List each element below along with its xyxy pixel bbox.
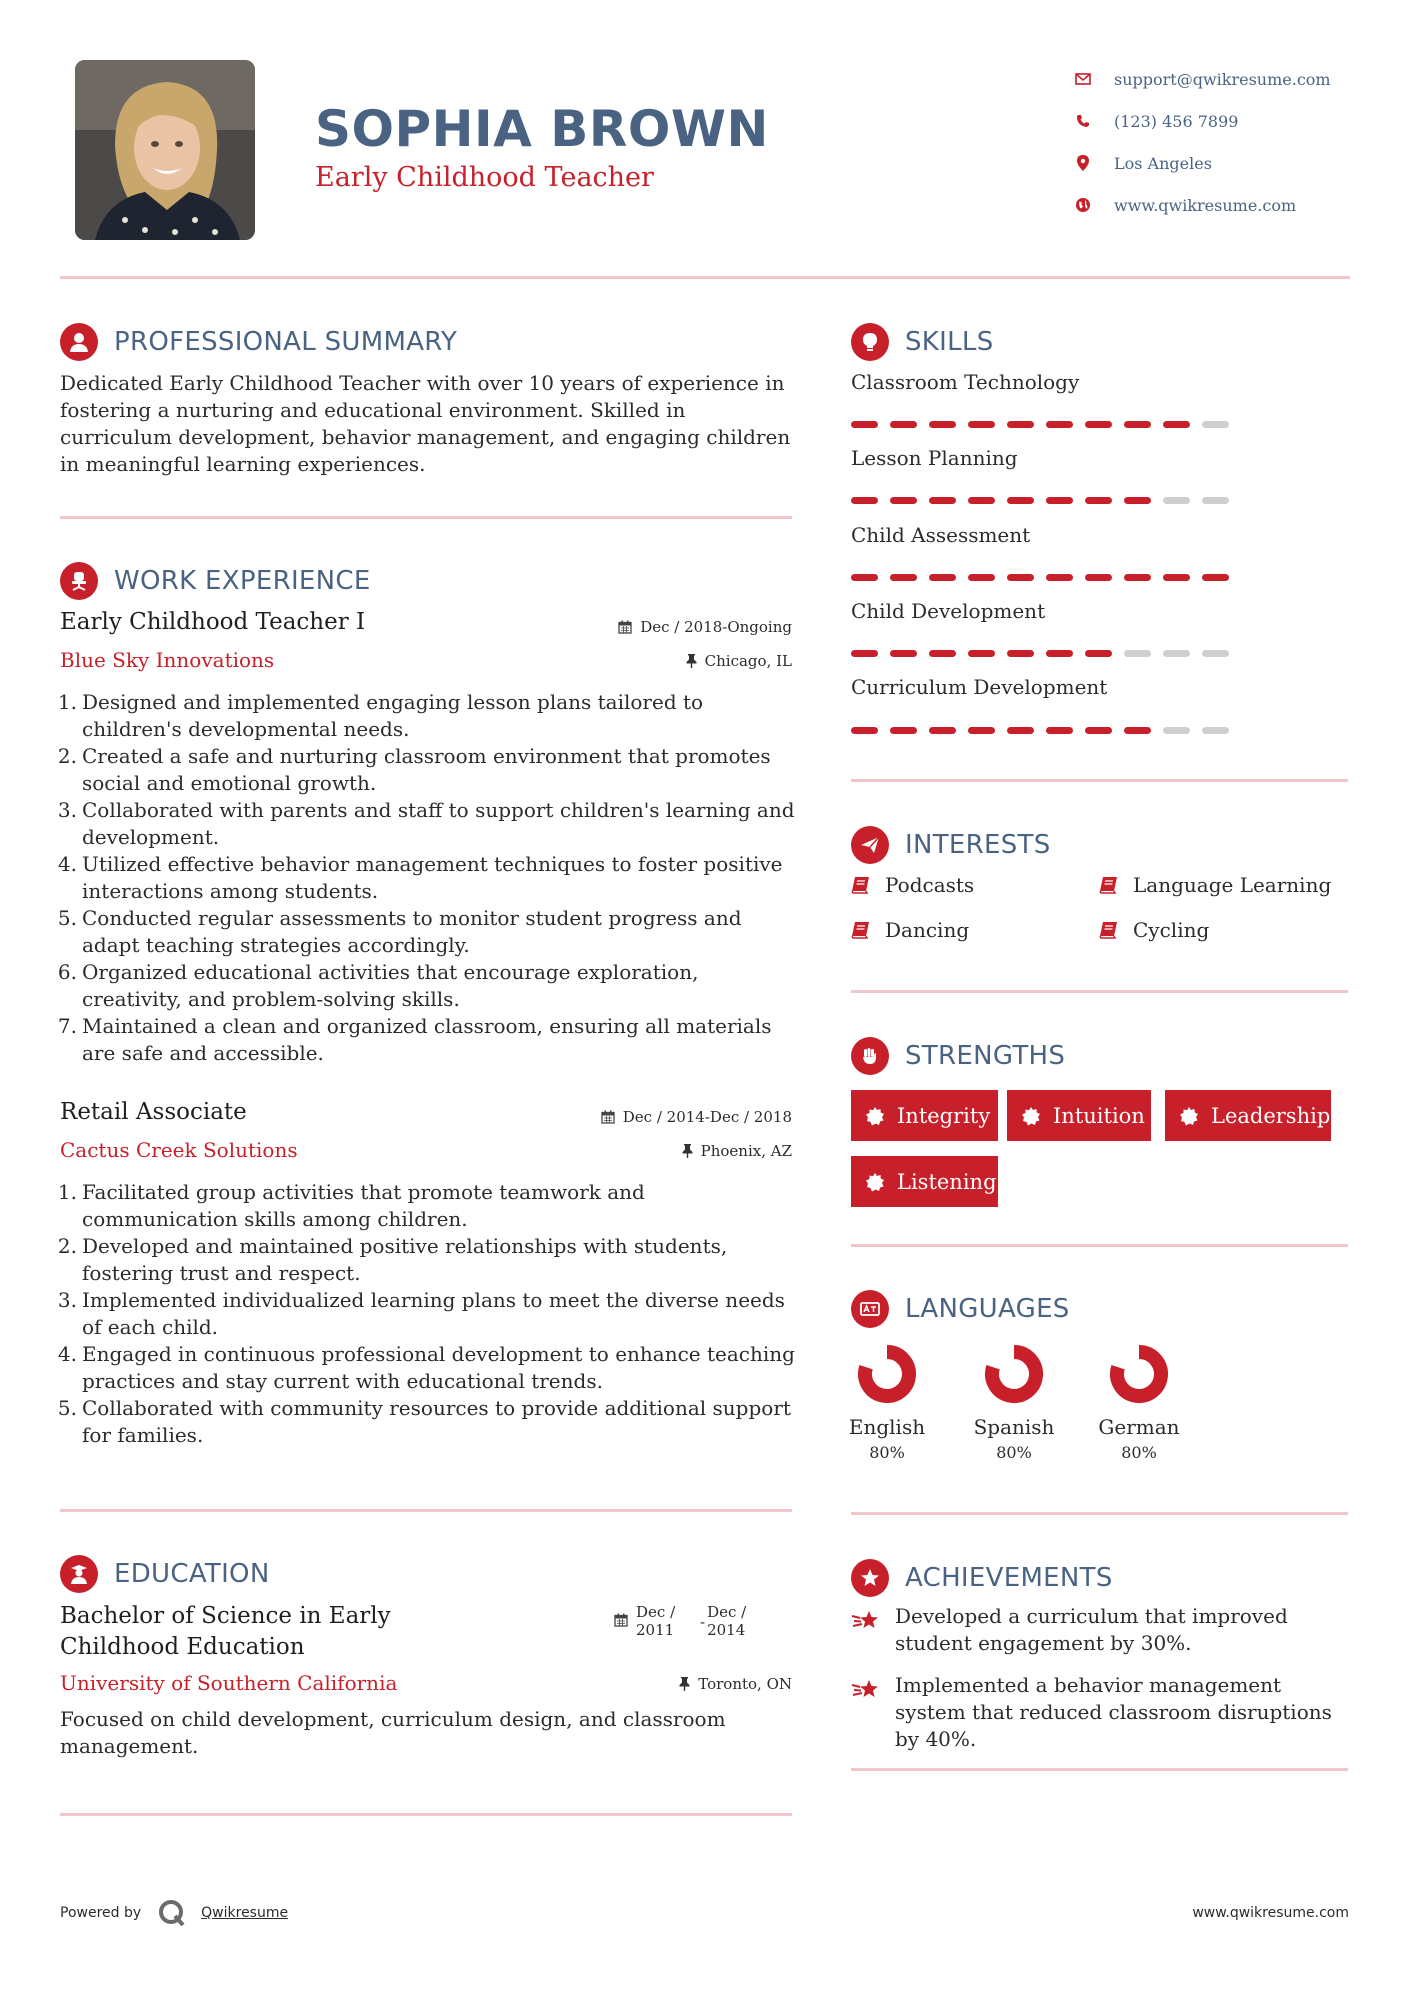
achievements-heading xyxy=(851,1559,1113,1597)
skill-dash-filled xyxy=(1046,421,1073,428)
book-icon xyxy=(1099,876,1119,894)
skill-dash-filled xyxy=(890,650,917,657)
job-title: Retail Associate xyxy=(60,1099,247,1125)
list-item-number: 5. xyxy=(57,1396,77,1420)
interest-item xyxy=(1099,873,1331,897)
list-item-text: Created a safe and nurturing classroom environment that promotes social and emotional growth. xyxy=(82,744,771,795)
list-item-text: Engaged in continuous professional development to enhance teaching practices and stay current with educational trends. xyxy=(82,1342,795,1393)
skill-name: Curriculum Development xyxy=(851,675,1108,699)
list-item-text: Facilitated group activities that promote teamwork and communication skills among children. xyxy=(82,1180,645,1231)
list-item-number: 3. xyxy=(57,1288,77,1312)
powered-by-text: Powered by xyxy=(60,1905,142,1921)
experience-heading xyxy=(60,562,371,600)
book-icon xyxy=(1099,921,1119,939)
skill-dash-filled xyxy=(1046,727,1073,734)
skill-dash-filled xyxy=(1007,727,1034,734)
qwikresume-logo-icon xyxy=(157,1898,187,1928)
language-level: 80% xyxy=(996,1443,1032,1462)
badge-star-icon xyxy=(1179,1106,1199,1126)
achievement-text: Developed a curriculum that improved student engagement by 30%. xyxy=(895,1604,1288,1655)
skill-dash-filled xyxy=(1007,421,1034,428)
job-dates-text: Dec / 2014-Dec / 2018 xyxy=(622,1108,792,1126)
language-name: German xyxy=(1098,1415,1180,1439)
strength-badge xyxy=(851,1156,998,1207)
education-end-month: Dec / xyxy=(707,1603,747,1621)
pushpin-icon xyxy=(679,1677,690,1691)
skill-dash-filled xyxy=(968,727,995,734)
contact-email-text: support@qwikresume.com xyxy=(1114,69,1331,89)
skill-dash-filled xyxy=(1124,421,1151,428)
strengths-heading xyxy=(851,1037,1065,1075)
job-bullet-list xyxy=(55,1179,800,1449)
list-item-text: Organized educational activities that encourage exploration, creativity, and problem-solving skills. xyxy=(82,960,699,1011)
education-divider xyxy=(60,1813,792,1816)
list-item-text: Developed and maintained positive relationships with students, fostering trust and respect. xyxy=(82,1234,728,1285)
skill-level-bar xyxy=(851,574,1241,581)
skill-dash-filled xyxy=(1046,650,1073,657)
contact-list xyxy=(1072,58,1372,226)
skill-dash-empty xyxy=(1202,650,1229,657)
list-item xyxy=(55,1287,800,1341)
skill-dash-filled xyxy=(1124,497,1151,504)
job-location-text: Chicago, IL xyxy=(704,652,792,670)
skill-name: Child Development xyxy=(851,599,1046,623)
language-progress-ring xyxy=(983,1343,1045,1405)
education-end-year: 2014 xyxy=(707,1621,746,1639)
language-progress-arc xyxy=(1117,1352,1161,1396)
pushpin-icon xyxy=(686,654,697,668)
skill-dash-filled xyxy=(851,727,878,734)
qwikresume-link[interactable]: Qwikresume xyxy=(201,1905,289,1921)
shooting-star-icon xyxy=(851,1603,881,1657)
list-item-number: 3. xyxy=(57,798,77,822)
skill-dash-filled xyxy=(890,574,917,581)
skill-dash-filled xyxy=(1202,574,1229,581)
skill-level-bar xyxy=(851,421,1241,428)
contact-email[interactable] xyxy=(1072,58,1372,100)
interest-text: Language Learning xyxy=(1133,873,1332,897)
degree-title: Bachelor of Science in Early Childhood Education xyxy=(60,1603,391,1660)
list-item xyxy=(55,1395,800,1449)
job-dates-text: Dec / 2018-Ongoing xyxy=(640,618,792,636)
education-description: Focused on child development, curriculum design, and classroom management. xyxy=(60,1707,726,1758)
list-item-number: 4. xyxy=(57,1342,77,1366)
job-bullet-list xyxy=(55,689,800,1067)
skill-dash-filled xyxy=(851,574,878,581)
list-item-text: Collaborated with community resources to provide additional support for families. xyxy=(82,1396,791,1447)
badge-star-icon xyxy=(1021,1106,1041,1126)
skill-dash-filled xyxy=(1007,497,1034,504)
skill-dash-filled xyxy=(968,650,995,657)
job-dates xyxy=(500,618,792,636)
skill-dash-filled xyxy=(1007,650,1034,657)
interest-item xyxy=(851,918,969,942)
skill-dash-filled xyxy=(968,421,995,428)
summary-divider xyxy=(60,516,792,519)
skill-dash-filled xyxy=(1085,727,1112,734)
skill-dash-empty xyxy=(1163,497,1190,504)
language-progress-arc xyxy=(865,1352,909,1396)
achievement-text: Implemented a behavior management system that reduced classroom disruptions by 40%. xyxy=(895,1673,1332,1751)
skill-dash-filled xyxy=(1163,574,1190,581)
interest-item xyxy=(851,873,974,897)
list-item xyxy=(55,1013,800,1067)
skills-heading xyxy=(851,323,994,361)
language-progress-ring xyxy=(1108,1343,1170,1405)
profile-photo-image xyxy=(75,60,255,240)
skill-dash-filled xyxy=(1007,574,1034,581)
list-item xyxy=(55,1341,800,1395)
contact-website-text: www.qwikresume.com xyxy=(1114,195,1297,215)
calendar-icon xyxy=(601,1110,615,1124)
skill-dash-filled xyxy=(1085,574,1112,581)
skill-dash-empty xyxy=(1202,497,1229,504)
job-location xyxy=(500,1142,792,1160)
interest-item xyxy=(1099,918,1209,942)
skill-dash-filled xyxy=(968,574,995,581)
list-item-text: Designed and implemented engaging lesson plans tailored to children's developmental needs. xyxy=(82,690,704,741)
map-pin-icon xyxy=(1072,152,1094,174)
skill-name: Classroom Technology xyxy=(851,370,1080,394)
skill-dash-filled xyxy=(1085,650,1112,657)
skill-dash-filled xyxy=(929,421,956,428)
contact-phone[interactable] xyxy=(1072,100,1372,142)
skill-dash-filled xyxy=(1124,574,1151,581)
list-item-text: Conducted regular assessments to monitor student progress and adapt teaching strategies accordingly. xyxy=(82,906,742,957)
skill-dash-filled xyxy=(968,497,995,504)
interests-heading xyxy=(851,826,1051,864)
language-icon xyxy=(851,1290,889,1328)
strength-badge xyxy=(1165,1090,1331,1141)
contact-location-text: Los Angeles xyxy=(1114,153,1212,173)
list-item-number: 2. xyxy=(57,1234,77,1258)
contact-phone-text: (123) 456 7899 xyxy=(1114,111,1239,131)
list-item-number: 6. xyxy=(57,960,77,984)
language-level: 80% xyxy=(1121,1443,1157,1462)
skills-heading-text: SKILLS xyxy=(905,327,994,357)
summary-text: Dedicated Early Childhood Teacher with over 10 years of experience in fostering a nurturing and educational environment. Skilled in curriculum development, behavior management, and engaging children in meaningful learning experiences. xyxy=(60,371,791,476)
language-item xyxy=(832,1343,942,1462)
skill-dash-filled xyxy=(1046,497,1073,504)
language-progress-ring xyxy=(856,1343,918,1405)
skill-dash-filled xyxy=(1163,421,1190,428)
skill-dash-filled xyxy=(851,650,878,657)
skill-dash-filled xyxy=(890,727,917,734)
interest-text: Dancing xyxy=(885,918,970,942)
footer-powered-by xyxy=(60,1898,288,1928)
contact-website[interactable] xyxy=(1072,184,1372,226)
skill-level-bar xyxy=(851,727,1241,734)
badge-star-icon xyxy=(865,1172,885,1192)
education-heading-text: EDUCATION xyxy=(114,1559,270,1589)
list-item-number: 5. xyxy=(57,906,77,930)
skill-dash-filled xyxy=(929,497,956,504)
list-item-text: Collaborated with parents and staff to support children's learning and development. xyxy=(82,798,795,849)
skill-dash-filled xyxy=(890,421,917,428)
skill-dash-filled xyxy=(1085,421,1112,428)
skill-dash-filled xyxy=(929,574,956,581)
interest-text: Cycling xyxy=(1133,918,1210,942)
languages-heading xyxy=(851,1290,1070,1328)
job-location xyxy=(500,652,792,670)
phone-icon xyxy=(1072,110,1094,132)
languages-divider xyxy=(851,1512,1348,1515)
language-name: English xyxy=(848,1415,926,1439)
list-item xyxy=(55,743,800,797)
language-progress-arc xyxy=(992,1352,1036,1396)
star-burst-icon xyxy=(851,1559,889,1597)
skill-dash-empty xyxy=(1163,727,1190,734)
skill-dash-empty xyxy=(1202,421,1229,428)
strengths-heading-text: STRENGTHS xyxy=(905,1041,1066,1071)
strength-text: Listening xyxy=(897,1169,997,1194)
experience-heading-text: WORK EXPERIENCE xyxy=(114,566,371,596)
skill-dash-filled xyxy=(1046,574,1073,581)
achievements-heading-text: ACHIEVEMENTS xyxy=(905,1563,1113,1593)
skill-level-bar xyxy=(851,497,1241,504)
education-start-year: 2011 xyxy=(636,1621,675,1639)
skill-dash-empty xyxy=(1163,650,1190,657)
strength-text: Leadership xyxy=(1211,1103,1331,1128)
candidate-name: SOPHIA BROWN xyxy=(315,100,769,158)
user-icon xyxy=(60,323,98,361)
contact-location xyxy=(1072,142,1372,184)
education-heading xyxy=(60,1555,270,1593)
summary-heading xyxy=(60,323,457,361)
list-item-text: Maintained a clean and organized classroom, ensuring all materials are safe and accessible. xyxy=(82,1014,772,1065)
education-start-date xyxy=(636,1603,700,1639)
globe-icon xyxy=(1072,194,1094,216)
education-location xyxy=(500,1675,792,1693)
education-location-text: Toronto, ON xyxy=(698,1675,792,1693)
list-item-text: Implemented individualized learning plans to meet the diverse needs of each child. xyxy=(82,1288,785,1339)
skill-name: Child Assessment xyxy=(851,523,1031,547)
pushpin-icon xyxy=(682,1144,693,1158)
calendar-icon xyxy=(618,620,632,634)
skill-level-bar xyxy=(851,650,1241,657)
languages-heading-text: LANGUAGES xyxy=(905,1294,1070,1324)
job-company: Blue Sky Innovations xyxy=(60,648,275,672)
skill-dash-filled xyxy=(851,421,878,428)
education-dates xyxy=(614,1603,746,1639)
list-item-number: 1. xyxy=(57,690,77,714)
skill-dash-filled xyxy=(929,650,956,657)
list-item-text: Utilized effective behavior management techniques to foster positive interactions among students. xyxy=(82,852,783,903)
list-item-number: 7. xyxy=(57,1014,77,1038)
list-item xyxy=(55,689,800,743)
achievements-divider xyxy=(851,1768,1348,1771)
list-item-number: 1. xyxy=(57,1180,77,1204)
experience-divider xyxy=(60,1509,792,1512)
header-divider xyxy=(60,276,1350,279)
list-item xyxy=(55,1233,800,1287)
language-item xyxy=(959,1343,1069,1462)
job-location-text: Phoenix, AZ xyxy=(700,1142,792,1160)
strength-badge xyxy=(1007,1090,1151,1141)
education-start-month: Dec / xyxy=(636,1603,676,1621)
job-dates xyxy=(500,1108,792,1126)
strengths-divider xyxy=(851,1244,1348,1247)
shooting-star-icon xyxy=(851,1672,881,1753)
language-name: Spanish xyxy=(973,1415,1055,1439)
skill-dash-filled xyxy=(1085,497,1112,504)
list-item xyxy=(55,959,800,1013)
office-chair-icon xyxy=(60,562,98,600)
list-item xyxy=(55,797,800,851)
list-item-number: 2. xyxy=(57,744,77,768)
envelope-icon xyxy=(1072,68,1094,90)
strength-badge xyxy=(851,1090,998,1141)
job-title: Early Childhood Teacher I xyxy=(60,609,366,635)
list-item-number: 4. xyxy=(57,852,77,876)
language-item xyxy=(1084,1343,1194,1462)
book-icon xyxy=(851,921,871,939)
skill-dash-empty xyxy=(1202,727,1229,734)
achievement-item xyxy=(851,1603,1351,1657)
skill-dash-filled xyxy=(1124,727,1151,734)
summary-heading-text: PROFESSIONAL SUMMARY xyxy=(114,327,458,357)
skills-divider xyxy=(851,779,1348,782)
interests-divider xyxy=(851,990,1348,993)
skill-name: Lesson Planning xyxy=(851,446,1018,470)
interest-text: Podcasts xyxy=(885,873,975,897)
calendar-icon xyxy=(614,1613,628,1627)
strength-text: Intuition xyxy=(1053,1103,1145,1128)
profile-photo xyxy=(75,60,255,240)
interests-heading-text: INTERESTS xyxy=(905,830,1051,860)
skill-dash-filled xyxy=(851,497,878,504)
job-company: Cactus Creek Solutions xyxy=(60,1138,298,1162)
list-item xyxy=(55,851,800,905)
education-end-date xyxy=(707,1603,746,1639)
list-item xyxy=(55,905,800,959)
fist-icon xyxy=(851,1037,889,1075)
badge-star-icon xyxy=(865,1106,885,1126)
footer-url[interactable]: www.qwikresume.com xyxy=(1192,1905,1349,1921)
school-name: University of Southern California xyxy=(60,1671,398,1695)
strength-text: Integrity xyxy=(897,1103,991,1128)
graduate-icon xyxy=(60,1555,98,1593)
candidate-title: Early Childhood Teacher xyxy=(315,162,654,193)
skill-dash-filled xyxy=(890,497,917,504)
skill-dash-filled xyxy=(929,727,956,734)
lightbulb-icon xyxy=(851,323,889,361)
list-item xyxy=(55,1179,800,1233)
paper-plane-icon xyxy=(851,826,889,864)
language-level: 80% xyxy=(869,1443,905,1462)
achievement-item xyxy=(851,1672,1351,1753)
skill-dash-empty xyxy=(1124,650,1151,657)
book-icon xyxy=(851,876,871,894)
education-date-separator: - xyxy=(700,1613,706,1631)
